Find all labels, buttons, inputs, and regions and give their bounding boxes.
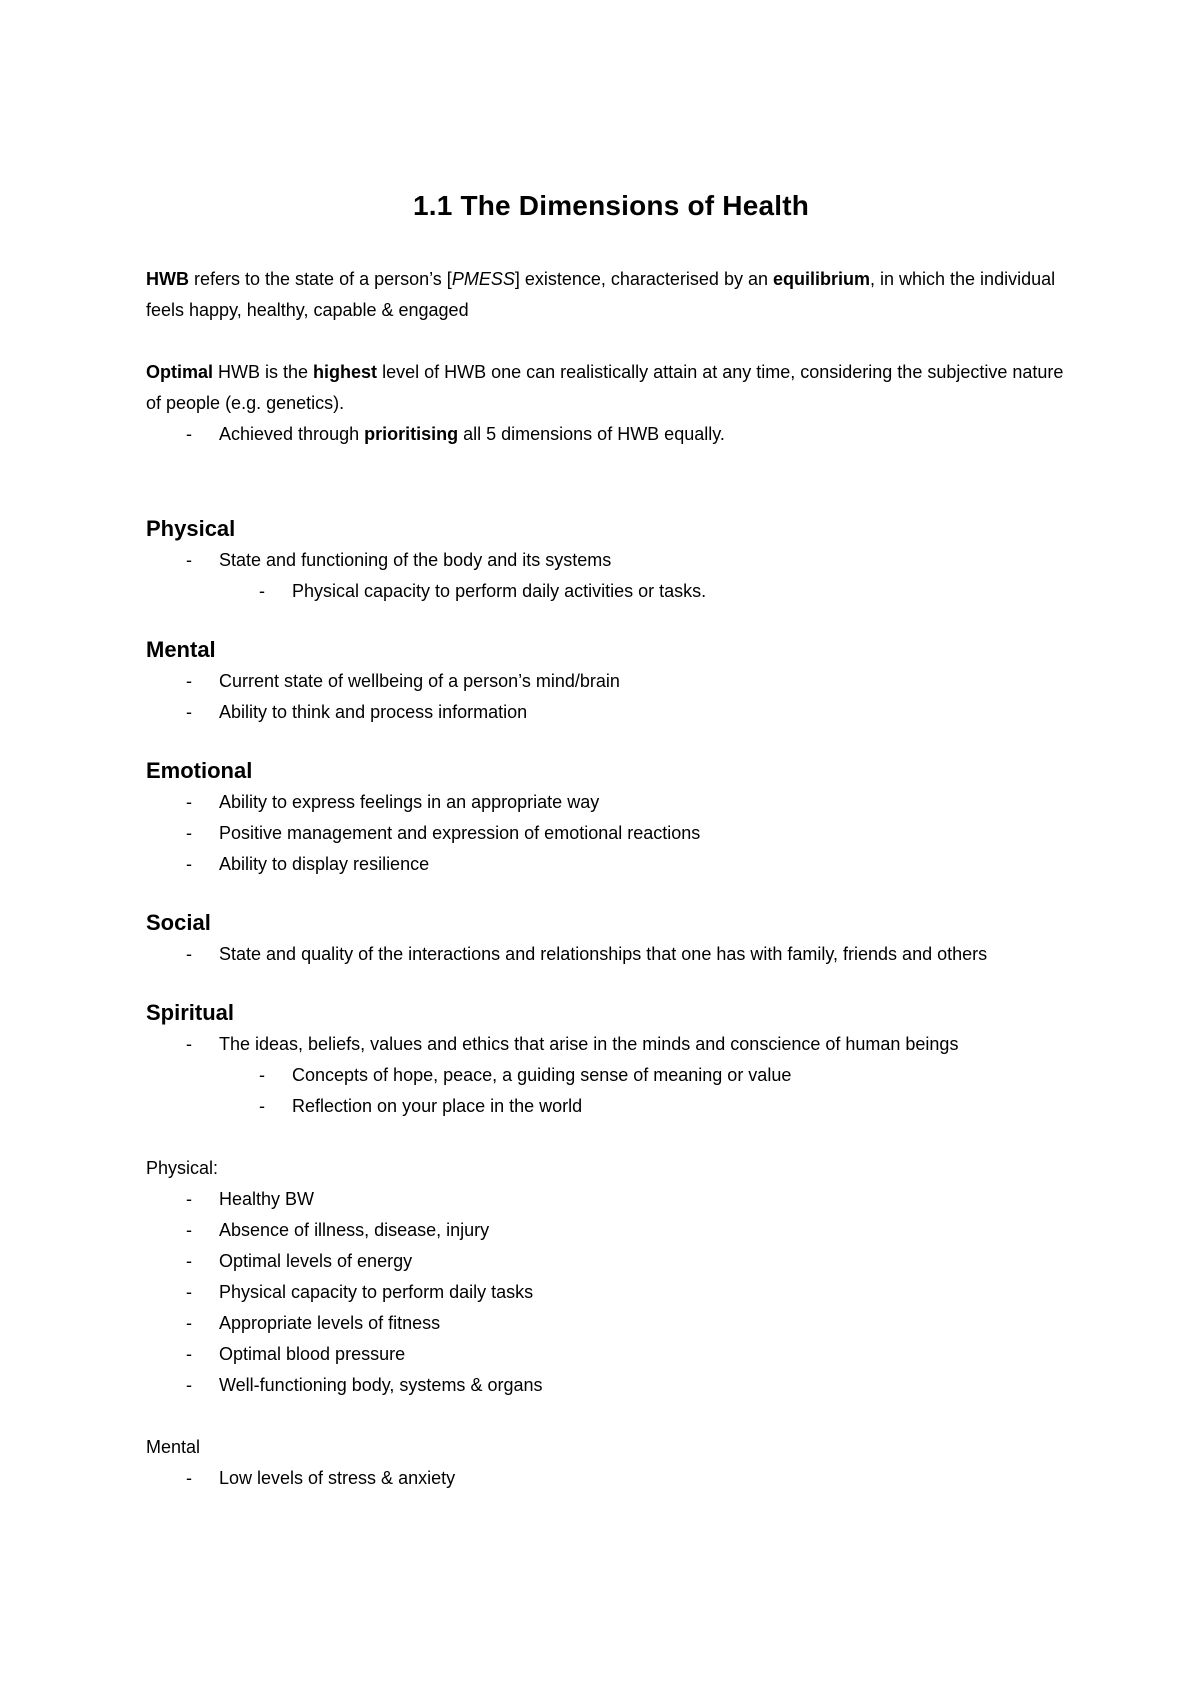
list-item: - Ability to express feelings in an appropriate way xyxy=(186,792,600,812)
indicators-mental xyxy=(146,1432,1076,1494)
section-heading: Emotional xyxy=(146,758,253,783)
indicators-physical xyxy=(146,1153,1076,1401)
section-spiritual xyxy=(146,996,1076,1122)
list-item: - Ability to display resilience xyxy=(186,854,430,874)
list-item: - Low levels of stress & anxiety xyxy=(186,1468,456,1488)
optimal-hwb-definition: Optimal HWB is the highest level of HWB one can realistically attain at any time, considering the subjective nature of people (e.g. genetics). xyxy=(146,362,1064,413)
section-physical xyxy=(146,512,1076,607)
list-item: - Ability to think and process information xyxy=(186,702,528,722)
list-item: - Current state of wellbeing of a person’s mind/brain xyxy=(186,671,620,691)
section-list xyxy=(146,787,1076,880)
section-heading: Social xyxy=(146,910,211,935)
optimal-hwb-list xyxy=(146,419,1076,450)
list-item: - Concepts of hope, peace, a guiding sense of meaning or value xyxy=(259,1065,792,1085)
section-social xyxy=(146,906,1076,970)
document-content xyxy=(146,188,1076,1494)
section-emotional xyxy=(146,754,1076,880)
indicator-heading: Mental xyxy=(146,1437,201,1457)
list-item: - State and quality of the interactions and relationships that one has with family, friends and others xyxy=(186,944,988,964)
indicator-list xyxy=(146,1463,1076,1494)
section-list xyxy=(146,1029,1076,1122)
list-item: - Appropriate levels of fitness xyxy=(186,1313,441,1333)
list-item: - Optimal levels of energy xyxy=(186,1251,413,1271)
list-item: - Absence of illness, disease, injury xyxy=(186,1220,490,1240)
indicator-heading: Physical: xyxy=(146,1158,219,1178)
list-item: - Optimal blood pressure xyxy=(186,1344,406,1364)
list-item: - Physical capacity to perform daily tasks xyxy=(186,1282,534,1302)
section-heading: Spiritual xyxy=(146,1000,235,1025)
section-mental xyxy=(146,633,1076,728)
section-list xyxy=(146,545,1076,607)
section-list xyxy=(146,666,1076,728)
list-item: - The ideas, beliefs, values and ethics that arise in the minds and conscience of human beings xyxy=(186,1034,959,1054)
section-heading: Mental xyxy=(146,637,216,662)
section-list xyxy=(146,939,1076,970)
list-item: - Reflection on your place in the world xyxy=(259,1096,583,1116)
page-title: 1.1 The Dimensions of Health xyxy=(412,190,810,221)
list-item: - Healthy BW xyxy=(186,1189,315,1209)
list-item: - Well-functioning body, systems & organs xyxy=(186,1375,543,1395)
list-item: - State and functioning of the body and its systems xyxy=(186,550,612,570)
indicator-list xyxy=(146,1184,1076,1401)
hwb-definition: HWB refers to the state of a person’s [PMESS] existence, characterised by an equilibrium, in which the individual feels happy, healthy, capable & engaged xyxy=(146,269,1056,320)
list-item: - Positive management and expression of emotional reactions xyxy=(186,823,701,843)
list-item: - Achieved through prioritising all 5 dimensions of HWB equally. xyxy=(186,424,725,444)
list-item: - Physical capacity to perform daily activities or tasks. xyxy=(259,581,707,601)
section-heading: Physical xyxy=(146,516,236,541)
